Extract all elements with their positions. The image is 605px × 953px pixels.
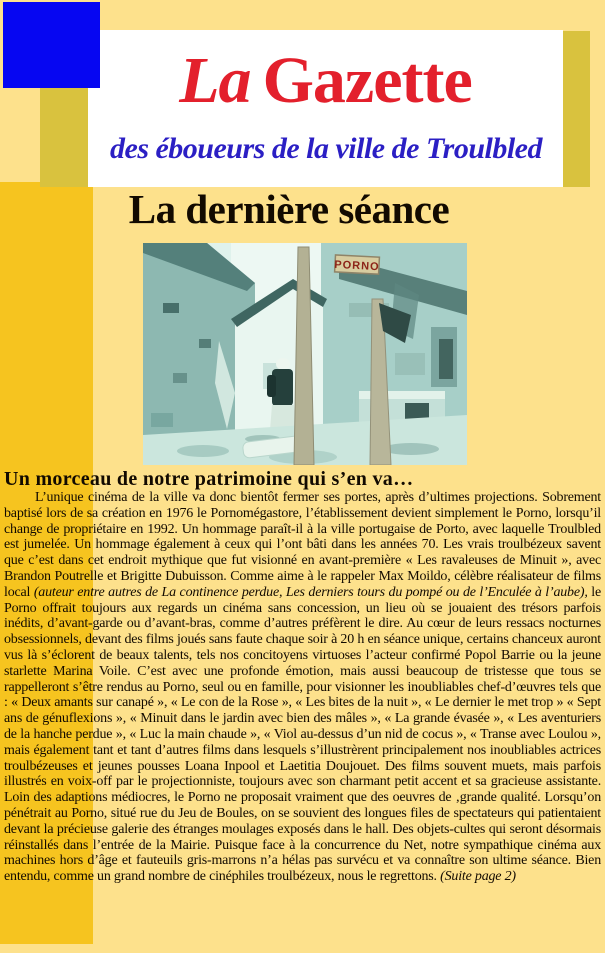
masthead-subtitle: des éboueurs de la ville de Troulbled: [110, 132, 542, 165]
article-body: [4, 490, 601, 885]
section-heading: Un morceau de notre patrimoine qui s’en va…: [4, 468, 414, 490]
body-main: le Porno offrait toujours aux regards un cinéma sans concession, un lieu où se jouaient des trésors parfois inédits, d’avant-garde ou d’avant-bras, comme d’autres préfèrent le dire. Au cœur de leurs ressacs nocturnes obsessionnels, devant des films joués sans faute chaque soir à 20 h en séance unique, certains chanceux auront vus là s’éclorent de beaux talents, tels nos concitoyens virtuoses l’acteur confirmé Popol Barrie ou la jeune starlette Marina Voile. C’est avec une profonde émotion, mais aussi beaucoup de tristesse que tous se rappelleront s’être rendus au Porno, seul ou en famille, pour visionner les inoubliables chef-d’œuvres tels que : « Deux amants sur canapé », « Le con de la Rose », « Les bites de la nuit », « Le dernier le met trop » « Sept ans de génuflexions », « Minuit dans le jardin avec bien des mâles », « La grande évasée », « Les aventuriers de la hanche perdue », « Luc la main chaude », « Viol au-dessus d’un nid de cocus », « Transe avec Loulou », mais également tant et tant d’autres films dans lesquels s’illustrèrent principalement nos inoubliables actrices troulbézeuses et jeunes pousses Loana Inpool et Laetitia Doujouet. Des films souvent muets, mais parfois illustrés en voix-off par le projectionniste, toujours avec son charmant petit accent et sa gracieuse assistante. Loin des adaptions médiocres, le Porno ne proposait vraiment que des oeuvres de ‚grande qualité. Lorsqu’on pénétrait au Porno, situé rue du Jeu de Boules, on se souvient des longues files de spectateurs qui patientaient devant la précieuse galerie des étranges moulages exposés dans le hall. Des objets-cultes qui seront désormais réinstallés dans l’entrée de la Mairie. Puisque face à la concurrence du Net, notre sympathique cinéma aux machines hors d’âge et fauteuils gris-marrons n’a hélas pas survécu et va connaître son ultime séance. Bien entendu, comme un grand nombre de cinéphiles troulbézeux, nous le regrettons.: [4, 584, 601, 885]
blue-accent-square: [3, 2, 100, 88]
masthead-title-prefix: La: [179, 44, 251, 117]
porno-sign-text: PORNO: [333, 258, 380, 274]
continuation-note: (Suite page 2): [440, 869, 516, 885]
street-photo: [143, 243, 467, 465]
porno-sign: [334, 255, 380, 274]
street-photo-image: [143, 243, 467, 465]
body-lead: L’unique cinéma de la ville va donc bientôt fermer ses portes, après d’ultimes projections. Sobrement baptisé lors de sa création en 1976 le Pornomégastore, l’établissement devient simplement le Porno, lorsqu’il change de propriétaire en 1992. Un hommage paraît-il à la ville portugaise de Porto, avec laquelle Troulbled est jumelée. Un hommage également à ceux qui l’ont bâti dans les années 70. Les vrais troulbézeux savent que c’est dans cet endroit mythique que fut visionné en avant-première « Les ravaleuses de Minuit », avec Brandon Poutrelle et Brigitte Dubuisson. Comme aime à le rappeler Max Moildo, célèbre réalisateur de films local: [4, 490, 601, 600]
masthead-title-main: Gazette: [262, 44, 472, 117]
article-headline: La dernière séance: [128, 186, 450, 232]
masthead-title: [88, 46, 563, 115]
body-italic-films: (auteur entre autres de La continence perdue, Les derniers tours du pompé ou de l’Enculée à l’aube),: [33, 584, 588, 600]
